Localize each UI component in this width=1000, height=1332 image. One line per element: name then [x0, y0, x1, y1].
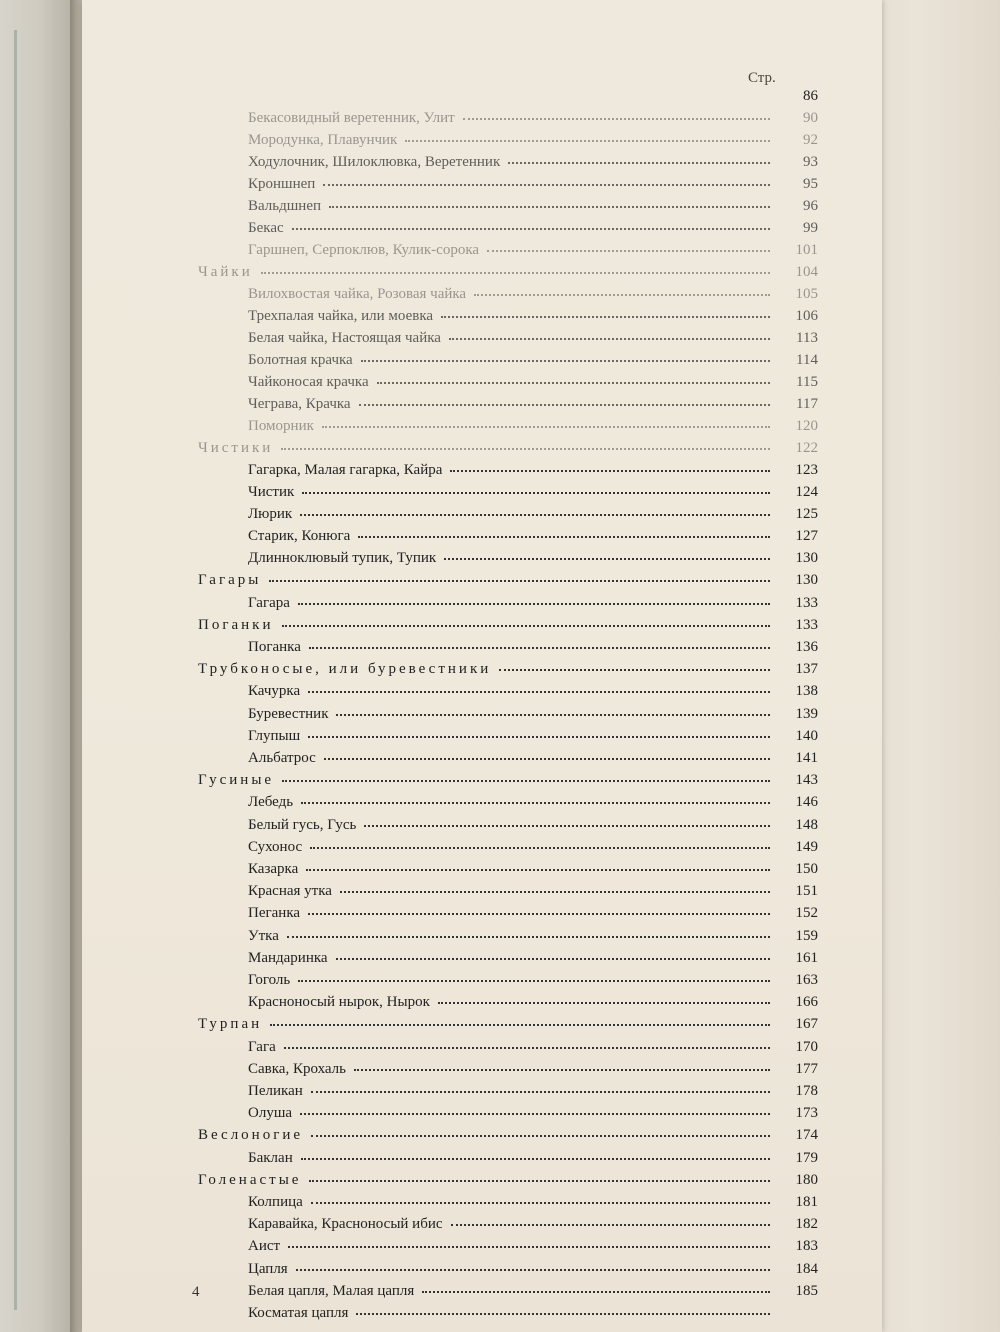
dot-leader — [308, 726, 770, 738]
toc-entry — [248, 88, 818, 110]
toc-entry — [248, 1238, 818, 1260]
dot-leader — [329, 196, 770, 208]
toc-entry — [248, 1150, 818, 1172]
dot-leader — [269, 570, 770, 582]
dot-leader — [438, 992, 770, 1004]
dot-leader — [508, 152, 770, 164]
toc-entry-title: Трубконосые, или буревестники — [198, 661, 492, 678]
dot-leader — [308, 681, 770, 693]
toc-entry-page: 86 — [803, 88, 818, 104]
toc-entry-title: Чайки — [198, 264, 253, 280]
toc-entry — [248, 550, 818, 572]
toc-entry-page: 122 — [795, 440, 818, 456]
dot-leader — [323, 174, 770, 186]
toc-section-entry — [198, 1016, 818, 1038]
dot-leader — [463, 108, 770, 120]
toc-entry-page: 174 — [795, 1127, 818, 1144]
toc-entry-page: 92 — [803, 132, 818, 148]
toc-entry — [248, 1105, 818, 1127]
dot-leader — [336, 948, 770, 960]
toc-entry — [248, 418, 818, 440]
toc-entry-title: Чистик — [248, 484, 295, 500]
toc-entry-title: Красноносый нырок, Нырок — [248, 994, 430, 1011]
toc-entry-page: 106 — [795, 308, 818, 324]
toc-entry-page: 141 — [795, 750, 818, 766]
toc-entry-title: Пеликан — [248, 1083, 303, 1099]
dot-leader — [358, 526, 770, 538]
toc-entry-page: 178 — [795, 1083, 818, 1099]
toc-entry-title: Гагара — [248, 594, 290, 611]
dot-leader — [288, 1236, 770, 1248]
toc-entry-title: Аист — [248, 1238, 281, 1255]
dot-leader — [405, 130, 770, 142]
toc-entry — [248, 1039, 818, 1061]
toc-entry — [248, 994, 818, 1016]
toc-entry-title: Трехпалая чайка, или моевка — [248, 308, 434, 324]
toc-entry-title: Мородунка, Плавунчик — [248, 132, 398, 148]
toc-entry-title: Мандаринка — [248, 949, 328, 966]
dot-leader — [311, 1125, 770, 1137]
dot-leader — [364, 815, 770, 827]
toc-entry — [248, 330, 818, 352]
toc-entry-title: Чеграва, Крачка — [248, 396, 351, 412]
toc-entry-title: Веслоногие — [198, 1127, 304, 1144]
toc-section-entry — [198, 264, 818, 286]
toc-entry-title: Вилохвостая чайка, Розовая чайка — [248, 286, 467, 302]
toc-entry-title: Гусиные — [198, 772, 275, 789]
toc-entry-title: Глупыш — [248, 727, 301, 744]
toc-entry-page: 90 — [803, 110, 818, 126]
toc-entry-title: Бекас — [248, 220, 284, 236]
dot-leader — [311, 1081, 770, 1093]
toc-entry-title: Гаршнеп, Серпоклюв, Кулик-сорока — [248, 242, 480, 258]
toc-entry-title: Буревестник — [248, 705, 329, 722]
toc-entry — [248, 794, 818, 816]
toc-section-entry — [198, 572, 818, 594]
dot-leader — [302, 482, 770, 494]
toc-entry-page: 93 — [803, 154, 818, 170]
toc-entry-title: Савка, Крохаль — [248, 1060, 347, 1077]
toc-entry-title: Каравайка, Красноносый ибис — [248, 1216, 443, 1233]
toc-entry-page: 120 — [795, 418, 818, 434]
page-column-header: Стр. — [748, 70, 776, 86]
dot-leader — [499, 659, 770, 671]
dot-leader — [487, 240, 770, 252]
toc-entry-page: 114 — [796, 352, 818, 368]
toc-entry-title: Кроншнеп — [248, 176, 316, 192]
dot-leader — [296, 1259, 770, 1271]
toc-entry — [248, 683, 818, 705]
toc-entry-page: 159 — [795, 927, 818, 944]
toc-entry-title: Гагарка, Малая гагарка, Кайра — [248, 462, 443, 478]
toc-entry-title: Качурка — [248, 683, 301, 700]
toc-entry-title: Белый гусь, Гусь — [248, 816, 357, 833]
toc-entry — [248, 972, 818, 994]
dot-leader — [422, 1281, 770, 1293]
toc-entry — [248, 154, 818, 176]
dot-leader — [298, 970, 770, 982]
dot-leader — [450, 460, 770, 472]
toc-entry-page: 151 — [795, 883, 818, 900]
dot-leader — [261, 262, 770, 274]
toc-entry-page: 167 — [795, 1016, 818, 1033]
toc-entry-title: Гага — [248, 1038, 276, 1055]
toc-entry-title: Люрик — [248, 506, 293, 522]
dot-leader — [298, 593, 770, 605]
toc-entry-page: 140 — [795, 727, 818, 744]
toc-entry — [248, 883, 818, 905]
toc-entry — [248, 817, 818, 839]
toc-entry — [248, 928, 818, 950]
toc-entry — [248, 110, 818, 132]
toc-entry-page: 182 — [795, 1216, 818, 1233]
toc-section-entry — [198, 1127, 818, 1149]
toc-section-entry — [198, 1172, 818, 1194]
dot-leader — [324, 748, 770, 760]
dot-leader — [354, 1059, 770, 1071]
dot-leader — [359, 394, 770, 406]
toc-entry-title: Поганка — [248, 639, 301, 655]
toc-entry-page: 166 — [795, 994, 818, 1011]
toc-entry-page: 136 — [795, 639, 818, 655]
toc-entry — [248, 950, 818, 972]
toc-entry-page: 170 — [795, 1038, 818, 1055]
dot-leader — [322, 416, 770, 428]
toc-entry-title: Лебедь — [248, 794, 294, 811]
toc-entry — [248, 198, 818, 220]
toc-entry-page: 130 — [795, 550, 818, 567]
dot-leader — [309, 637, 770, 649]
toc-entry-page: 139 — [795, 705, 818, 722]
toc-entry-page: 177 — [795, 1060, 818, 1077]
toc-entry-page: 95 — [803, 176, 818, 192]
toc-entry — [248, 1083, 818, 1105]
dot-leader — [474, 284, 770, 296]
toc-entry-title: Гагары — [198, 572, 262, 589]
page-number: 4 — [192, 1284, 200, 1300]
toc-entry — [248, 308, 818, 330]
toc-entry — [248, 462, 818, 484]
toc-entry-title: Болотная крачка — [248, 352, 353, 368]
dot-leader — [361, 350, 770, 362]
toc-entry — [248, 861, 818, 883]
toc-entry-title: Поганки — [198, 616, 274, 633]
dot-leader — [310, 837, 770, 849]
toc-entry-page: 133 — [795, 594, 818, 611]
dot-leader — [449, 328, 770, 340]
dot-leader — [336, 704, 770, 716]
toc-entry — [248, 1283, 818, 1305]
dot-leader — [309, 1170, 770, 1182]
toc-entry-page: 127 — [795, 528, 818, 544]
toc-entry-page: 115 — [796, 374, 818, 390]
toc-entry — [248, 374, 818, 396]
toc-entry-title: Гоголь — [248, 972, 291, 988]
toc-entry — [248, 639, 818, 661]
toc-section-entry — [198, 661, 818, 683]
toc-entry-title: Колпица — [248, 1194, 303, 1210]
dot-leader — [308, 903, 770, 915]
toc-entry-page: 180 — [795, 1171, 818, 1188]
dot-leader — [451, 1214, 770, 1226]
dot-leader — [301, 1148, 770, 1160]
toc-entry-title: Ходулочник, Шилоклювка, Веретенник — [248, 154, 501, 170]
toc-section-entry — [198, 617, 818, 639]
toc-section-entry — [198, 772, 818, 794]
toc-entry-title: Вальдшнеп — [248, 198, 322, 214]
toc-entry-title: Чайконосая крачка — [248, 374, 369, 390]
toc-entry-page: 96 — [803, 198, 818, 214]
toc-entry-title: Косматая цапля — [248, 1305, 349, 1321]
toc-entry-title: Голенастые — [198, 1171, 302, 1188]
toc-entry — [248, 1305, 818, 1327]
toc-entry-page: 123 — [795, 462, 818, 478]
toc-entry-page: 146 — [795, 794, 818, 811]
dot-leader — [282, 770, 770, 782]
toc-entry — [248, 1194, 818, 1216]
toc-entry-page: 99 — [803, 220, 818, 236]
toc-entry-page: 152 — [795, 905, 818, 922]
toc-entry — [248, 220, 818, 242]
toc-entry-title: Пеганка — [248, 905, 301, 922]
dot-leader — [270, 1014, 770, 1026]
toc-entry-title: Цапля — [248, 1260, 288, 1277]
toc-entry — [248, 728, 818, 750]
toc-entry-page: 138 — [795, 683, 818, 700]
dot-leader — [340, 881, 770, 893]
toc-entry — [248, 506, 818, 528]
dot-leader — [377, 372, 770, 384]
toc-entry-page: 117 — [796, 396, 818, 412]
toc-entry-page: 148 — [795, 816, 818, 833]
toc-entry — [248, 286, 818, 308]
toc-entry-title: Белая цапля, Малая цапля — [248, 1282, 415, 1299]
dot-leader — [300, 1103, 770, 1115]
toc-entry — [248, 839, 818, 861]
toc-entry — [248, 176, 818, 198]
toc-entry-title: Старик, Конюга — [248, 528, 351, 544]
toc-entry-page: 133 — [795, 616, 818, 633]
dot-leader — [441, 306, 770, 318]
dot-leader — [292, 218, 770, 230]
toc-entry-title: Турпан — [198, 1016, 263, 1033]
toc-entry — [248, 396, 818, 418]
dot-leader — [282, 615, 771, 627]
toc-entry-page: 149 — [795, 838, 818, 855]
toc-entry-page: 161 — [795, 949, 818, 966]
toc-entry — [248, 528, 818, 550]
toc-entry-title: Длинноклювый тупик, Тупик — [248, 550, 437, 567]
toc-entry — [248, 1061, 818, 1083]
toc-entry-page: 125 — [795, 506, 818, 522]
toc-entry — [248, 706, 818, 728]
dot-leader — [300, 504, 770, 516]
toc-entry-title: Казарка — [248, 861, 299, 877]
toc-entry-page: 179 — [795, 1149, 818, 1166]
toc-entry — [248, 242, 818, 264]
toc-entry — [248, 905, 818, 927]
toc-entry-page: 183 — [795, 1238, 818, 1255]
toc-entry-page: 137 — [795, 661, 818, 678]
dot-leader — [287, 926, 770, 938]
toc-entry-title: Чистики — [198, 440, 274, 456]
dot-leader — [284, 1037, 770, 1049]
toc-entry — [248, 484, 818, 506]
toc-entry — [248, 595, 818, 617]
toc-section-entry — [198, 440, 818, 462]
toc-entry-title: Поморник — [248, 418, 314, 434]
toc-entry-page: 181 — [795, 1194, 818, 1210]
toc-entry-page: 130 — [795, 572, 818, 589]
dot-leader — [311, 1192, 770, 1204]
dot-leader — [444, 548, 770, 560]
toc-entry — [248, 352, 818, 374]
toc-entry — [248, 132, 818, 154]
toc-entry-page: 143 — [795, 772, 818, 789]
toc-entry — [248, 1216, 818, 1238]
toc-entry-title: Утка — [248, 927, 279, 944]
toc-entry — [248, 750, 818, 772]
toc-entry-page: 124 — [795, 484, 818, 500]
toc-entry-title: Олуша — [248, 1105, 293, 1122]
toc-entry-title: Сухонос — [248, 838, 303, 855]
dot-leader — [356, 1303, 770, 1315]
toc-entry-page: 185 — [795, 1282, 818, 1299]
dot-leader — [301, 792, 770, 804]
dot-leader — [281, 438, 770, 450]
dot-leader — [306, 859, 770, 871]
toc-entry-title: Белая чайка, Настоящая чайка — [248, 330, 441, 346]
toc-entry-page: 184 — [795, 1260, 818, 1277]
toc-entry-page: 163 — [795, 972, 818, 988]
toc-entry-page: 173 — [795, 1105, 818, 1122]
toc-entry-title: Красная утка — [248, 883, 332, 900]
toc-entry — [248, 1261, 818, 1283]
toc-entry-page: 113 — [796, 330, 818, 346]
toc-entry-page: 101 — [795, 242, 818, 258]
toc-entry-title: Бекасовидный веретенник, Улит — [248, 110, 455, 126]
toc-entry-title: Баклан — [248, 1149, 293, 1166]
toc-entry-page: 105 — [795, 286, 818, 302]
toc-entry-page: 104 — [795, 264, 818, 280]
toc-entry-title: Альбатрос — [248, 750, 316, 766]
toc-entry-page: 150 — [795, 861, 818, 877]
